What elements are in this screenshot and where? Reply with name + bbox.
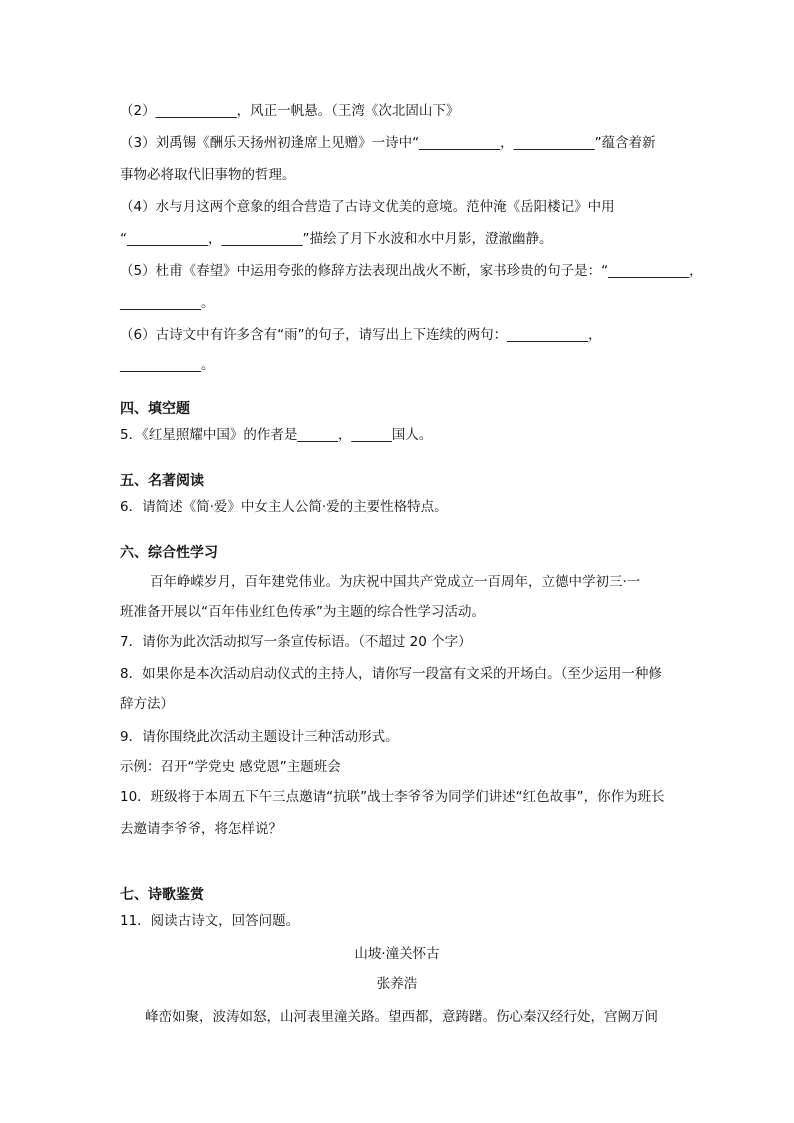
question-6-reading: 6．请简述《简·爱》中女主人公简·爱的主要性格特点。 xyxy=(120,499,448,515)
section-5-title: 五、名著阅读 xyxy=(120,473,204,489)
question-9: 9．请你围绕此次活动主题设计三种活动形式。 xyxy=(120,729,399,745)
question-6-line2: ____________。 xyxy=(120,357,215,373)
question-6-line1: （6）古诗文中有许多含有“雨”的句子，请写出上下连续的两句：____________， xyxy=(120,327,602,343)
question-8-line2: 辞方法） xyxy=(120,696,174,712)
intro-line1: 百年峥嵘岁月，百年建党伟业。为庆祝中国共产党成立一百周年，立德中学初三·一 xyxy=(150,574,641,590)
question-4-line2: “____________，____________”描绘了月下水波和水中月影，澄澈幽静。 xyxy=(120,231,553,247)
question-5-line1: （5）杜甫《春望》中运用夸张的修辞方法表现出战火不断，家书珍贵的句子是：“____________， xyxy=(120,263,703,279)
question-4-line1: （4）水与月这两个意象的组合营造了古诗文优美的意境。范仲淹《岳阳楼记》中用 xyxy=(120,199,615,215)
poem-author: 张养浩 xyxy=(376,976,418,992)
question-5-fill: 5．《红星照耀中国》的作者是______，______国人。 xyxy=(120,427,433,443)
question-11: 11．阅读古诗文，回答问题。 xyxy=(120,913,300,929)
question-3-line2: 事物必将取代旧事物的哲理。 xyxy=(120,167,296,183)
question-7: 7．请你为此次活动拟写一条宣传标语。（不超过 20 个字） xyxy=(120,634,472,650)
question-10-line1: 10．班级将于本周五下午三点邀请“抗联”战士李爷爷为同学们讲述“红色故事”，你作为班长 xyxy=(120,789,665,805)
question-8-line1: 8．如果你是本次活动启动仪式的主持人，请你写一段富有文采的开场白。（至少运用一种修 xyxy=(120,666,662,682)
section-6-title: 六、综合性学习 xyxy=(120,545,218,561)
section-4-title: 四、填空题 xyxy=(120,401,190,417)
poem-body: 峰峦如聚，波涛如怒，山河表里潼关路。望西都，意踌躇。伤心秦汉经行处，宫阙万间 xyxy=(145,1009,658,1025)
question-2: （2）____________，风正一帆悬。（王湾《次北固山下》 xyxy=(120,103,460,119)
example-line: 示例：召开“学党史 感党恩”主题班会 xyxy=(120,759,341,775)
intro-line2: 班准备开展以“百年伟业红色传承”为主题的综合性学习活动。 xyxy=(120,604,485,620)
question-3-line1: （3）刘禹锡《酬乐天扬州初逢席上见赠》一诗中“____________，____________”蕴含着新 xyxy=(120,135,656,151)
question-5-line2: ____________。 xyxy=(120,295,215,311)
poem-title: 山坡·潼关怀古 xyxy=(354,946,440,962)
section-7-title: 七、诗歌鉴赏 xyxy=(120,887,204,903)
question-10-line2: 去邀请李爷爷，将怎样说？ xyxy=(120,821,282,837)
